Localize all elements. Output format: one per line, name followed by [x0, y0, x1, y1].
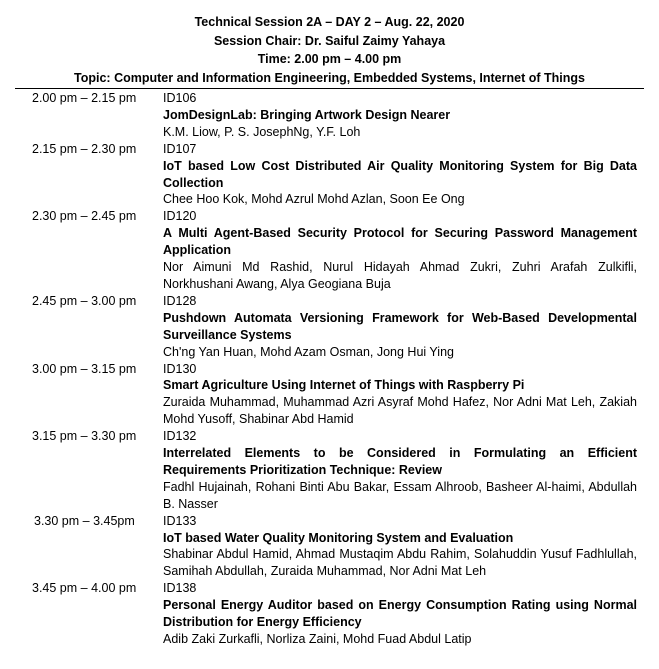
paper-id: ID128	[163, 293, 197, 308]
paper-id: ID138	[163, 581, 197, 596]
paper-id: ID132	[163, 429, 197, 444]
schedule-row	[0, 513, 659, 581]
paper-authors: Nor Aimuni Md Rashid, Nurul Hidayah Ahmad Zukri, Zuhri Arafah Zulkifli, Norkhushani Awang, Alya Geogiana Buja	[163, 260, 637, 291]
schedule-row	[0, 141, 659, 209]
row-details	[163, 428, 637, 513]
schedule-row	[0, 428, 659, 513]
session-header	[0, 13, 659, 87]
header-divider	[15, 88, 644, 89]
paper-authors: Shabinar Abdul Hamid, Ahmad Mustaqim Abdu Rahim, Solahuddin Yusuf Fadhlullah, Samihah Abdullah, Zuraida Muhammad, Nor Adni Mat Leh	[163, 547, 637, 579]
schedule-row	[0, 90, 659, 141]
row-details	[163, 293, 637, 361]
paper-id: ID133	[163, 513, 197, 528]
row-time: 2.30 pm – 2.45 pm	[32, 209, 137, 224]
session-chair: Session Chair: Dr. Saiful Zaimy Yahaya	[213, 33, 446, 48]
row-details	[163, 141, 637, 209]
paper-authors: Zuraida Muhammad, Muhammad Azri Asyraf Mohd Hafez, Nor Adni Mat Leh, Zakiah Mohd Yusoff, Shabinar Abd Hamid	[163, 395, 637, 427]
paper-title: Interrelated Elements to be Considered in Formulating an Efficient Requirements Prioritization Technique: Review	[163, 446, 637, 477]
row-time: 2.45 pm – 3.00 pm	[32, 293, 137, 308]
paper-title: Pushdown Automata Versioning Framework for Web-Based Developmental Surveillance Systems	[163, 310, 637, 342]
paper-authors: Adib Zaki Zurkafli, Norliza Zaini, Mohd Fuad Abdul Latip	[163, 632, 472, 646]
paper-authors: Chee Hoo Kok, Mohd Azrul Mohd Azlan, Soon Ee Ong	[163, 192, 465, 207]
paper-title: A Multi Agent-Based Security Protocol for Securing Password Management Application	[163, 226, 637, 258]
paper-id: ID106	[163, 91, 197, 105]
session-topic: Topic: Computer and Information Engineering, Embedded Systems, Internet of Things	[74, 70, 585, 85]
paper-id: ID130	[163, 361, 197, 376]
paper-title: Smart Agriculture Using Internet of Things with Raspberry Pi	[163, 378, 525, 393]
paper-title: IoT based Water Quality Monitoring System and Evaluation	[163, 530, 514, 545]
session-time: Time: 2.00 pm – 4.00 pm	[257, 52, 402, 66]
paper-id: ID120	[163, 209, 197, 224]
schedule-list	[0, 90, 659, 648]
paper-id: ID107	[163, 141, 197, 156]
paper-authors: Fadhl Hujainah, Rohani Binti Abu Bakar, Essam Alhroob, Basheer Al-haimi, Abdullah B. Nasser	[163, 479, 637, 511]
row-time: 2.00 pm – 2.15 pm	[32, 91, 137, 105]
row-details	[163, 361, 637, 429]
row-details	[163, 513, 637, 581]
paper-title: Personal Energy Auditor based on Energy Consumption Rating using Normal Distribution for Energy Efficiency	[163, 598, 637, 630]
row-details	[163, 90, 637, 141]
row-details	[163, 580, 637, 648]
paper-title: IoT based Low Cost Distributed Air Quality Monitoring System for Big Data Collection	[163, 158, 637, 190]
paper-authors: Ch'ng Yan Huan, Mohd Azam Osman, Jong Hui Ying	[163, 344, 454, 359]
row-time: 3.00 pm – 3.15 pm	[32, 361, 137, 376]
session-title: Technical Session 2A – DAY 2 – Aug. 22, 2020	[194, 15, 465, 29]
row-time: 3.45 pm – 4.00 pm	[32, 581, 137, 596]
row-details	[163, 208, 637, 293]
paper-title: JomDesignLab: Bringing Artwork Design Nearer	[163, 107, 451, 122]
schedule-row	[0, 361, 659, 429]
schedule-row	[0, 208, 659, 293]
schedule-row	[0, 580, 659, 648]
paper-authors: K.M. Liow, P. S. JosephNg, Y.F. Loh	[163, 124, 361, 139]
row-time: 3.30 pm – 3.45pm	[34, 513, 135, 528]
row-time: 2.15 pm – 2.30 pm	[32, 141, 137, 156]
row-time: 3.15 pm – 3.30 pm	[32, 429, 137, 444]
schedule-row	[0, 293, 659, 361]
